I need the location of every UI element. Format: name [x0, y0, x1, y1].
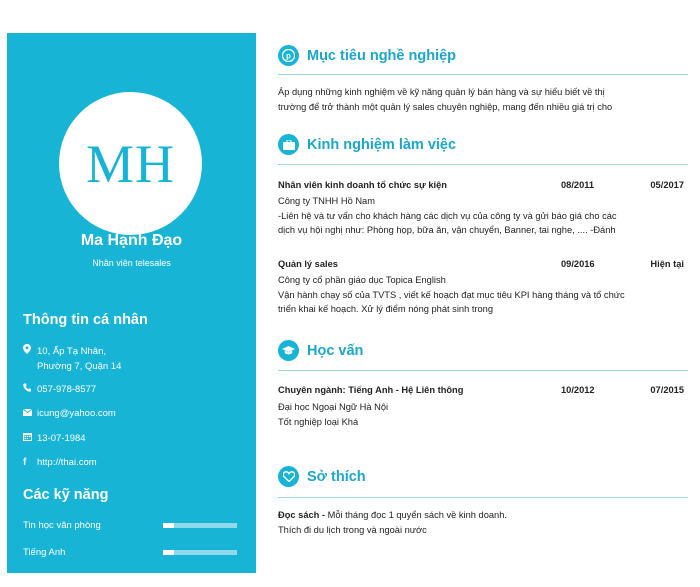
job-2-row — [278, 259, 688, 269]
skill-fill-english — [163, 550, 174, 555]
education-end: 07/2015 — [650, 385, 684, 395]
job-1-start: 08/2011 — [561, 180, 595, 190]
birthday-text: 13-07-1984 — [37, 433, 86, 444]
education-major: Chuyên ngành: Tiếng Anh - Hệ Liên thông — [278, 385, 464, 395]
education-start: 10/2012 — [561, 385, 595, 395]
phone-item — [23, 382, 96, 397]
avatar-initials: MH — [85, 133, 175, 194]
experience-title: Kinh nghiệm làm việc — [307, 136, 457, 153]
experience-header — [278, 134, 456, 155]
skills-heading: Các kỹ năng — [23, 487, 109, 503]
job-2-position: Quản lý sales — [278, 259, 338, 269]
profile-name: Ma Hạnh Đạo — [80, 232, 183, 249]
skill-bar-office — [163, 523, 237, 528]
education-title: Học vấn — [307, 342, 364, 359]
job-2-details — [278, 273, 625, 317]
address-line-2: Phường 7, Quận 14 — [37, 361, 122, 372]
address-item — [23, 344, 121, 374]
objective-divider — [278, 74, 688, 75]
sidebar — [7, 33, 256, 573]
education-school: Đại học Ngoại Ngữ Hà Nội — [278, 402, 389, 412]
education-grade: Tốt nghiệp loại Khá — [278, 416, 359, 427]
job-2-start: 09/2016 — [561, 259, 595, 269]
location-pin-icon — [23, 344, 37, 359]
job-2-end: Hiện tại — [650, 259, 684, 269]
job-2-company: Công ty cổ phần giáo dục Topica English — [278, 275, 446, 285]
job-1-end: 05/2017 — [650, 180, 684, 190]
education-row — [278, 385, 688, 395]
skill-label-office: Tin học văn phòng — [23, 520, 101, 531]
envelope-icon — [23, 406, 37, 421]
job-1-company: Công ty TNHH Hồ Nam — [278, 196, 375, 206]
svg-text:p: p — [286, 51, 291, 61]
job-1-desc-1: -Liên hệ và tư vấn cho khách hàng các dịch vụ của công ty và gửi báo giá cho các — [278, 210, 617, 221]
education-details — [278, 400, 388, 429]
phone-text: 057-978-8577 — [37, 384, 97, 395]
address-line-1: 10, Ấp Tạ Nhân, — [37, 346, 107, 357]
job-2-desc-1: Vận hành chạy số của TVTS , viết kế hoạch đạt mục tiêu KPI hàng tháng và tổ chức — [278, 289, 625, 300]
objective-line-2: trường để trở thành một quản lý sales chuyên nghiệp, mang đến nhiều giá trị cho — [278, 101, 613, 112]
hobbies-line-1-bold: Đọc sách - — [278, 510, 328, 520]
email-item — [23, 406, 116, 421]
website-text: http://thai.com — [37, 457, 97, 468]
hobbies-divider — [278, 497, 688, 498]
hobbies-line-2: Thích đi du lịch trong và ngoài nước — [278, 524, 427, 535]
graduation-cap-icon — [278, 340, 299, 361]
experience-divider — [278, 164, 688, 165]
education-header — [278, 340, 363, 361]
facebook-icon: f — [23, 457, 27, 468]
skill-label-english: Tiếng Anh — [23, 547, 66, 558]
birthday-item — [23, 431, 86, 446]
objective-line-1: Áp dụng những kinh nghiệm về kỹ năng quản lý bán hàng và sự hiểu biết về thị — [278, 87, 605, 97]
objective-text — [278, 85, 612, 114]
heart-icon — [278, 466, 299, 487]
hobbies-text — [278, 508, 507, 537]
education-divider — [278, 370, 688, 371]
pinterest-icon — [278, 45, 299, 66]
hobbies-header — [278, 466, 366, 487]
skill-fill-office — [163, 523, 174, 528]
profile-job-title: Nhân viên telesales — [92, 258, 171, 268]
website-item — [23, 455, 97, 470]
job-1-desc-2: dịch vụ hội nghị như: Phòng họp, bữa ăn, vận chuyển, Banner, tai nghe, .... -Đánh — [278, 225, 616, 235]
phone-icon — [23, 382, 37, 397]
briefcase-icon — [278, 134, 299, 155]
job-1-row — [278, 180, 688, 190]
objective-title: Mục tiêu nghề nghiệp — [307, 47, 457, 64]
hobbies-title: Sở thích — [307, 468, 366, 485]
avatar — [59, 92, 202, 235]
job-2-desc-2: triển khai kế hoạch. Xử lý điểm nóng phát sinh trong — [278, 304, 494, 314]
personal-info-heading: Thông tin cá nhân — [23, 312, 148, 328]
job-1-position: Nhân viên kinh doanh tổ chức sự kiện — [278, 180, 447, 190]
hobbies-line-1-rest: Mỗi tháng đọc 1 quyển sách về kinh doanh. — [327, 510, 507, 520]
calendar-icon — [23, 431, 37, 446]
skill-bar-english — [163, 550, 237, 555]
email-text: icung@yahoo.com — [37, 408, 116, 419]
job-1-details — [278, 194, 617, 238]
objective-header — [278, 45, 456, 66]
